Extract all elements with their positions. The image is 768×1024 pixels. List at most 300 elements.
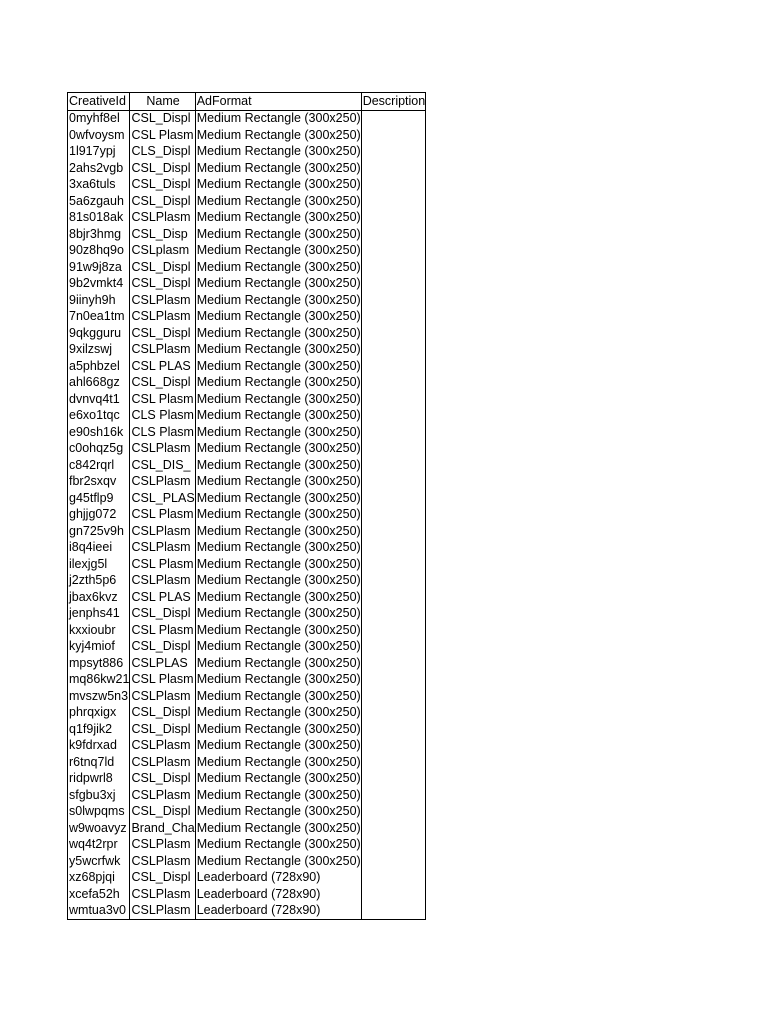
table-row (68, 408, 426, 425)
cell-creative-id-text: xcefa52h (69, 886, 120, 901)
cell-description[interactable] (361, 903, 426, 920)
cell-description[interactable] (361, 441, 426, 458)
table-row (68, 688, 426, 705)
cell-ad-format-text: Medium Rectangle (300x250) (196, 325, 361, 340)
cell-creative-id[interactable] (68, 457, 130, 474)
cell-name[interactable] (130, 655, 195, 672)
cell-creative-id[interactable] (68, 523, 130, 540)
cell-creative-id[interactable] (68, 309, 130, 326)
table-row (68, 309, 426, 326)
cell-creative-id-text: ilexjg5l (69, 556, 108, 571)
cell-name[interactable] (130, 408, 195, 425)
table-row (68, 342, 426, 359)
cell-ad-format[interactable] (195, 193, 361, 210)
cell-creative-id[interactable] (68, 754, 130, 771)
cell-creative-id[interactable] (68, 738, 130, 755)
cell-ad-format-text: Medium Rectangle (300x250) (196, 160, 361, 175)
cell-name[interactable] (130, 540, 195, 557)
cell-name[interactable] (130, 523, 195, 540)
cell-creative-id[interactable] (68, 639, 130, 656)
cell-name-text: CSLPLAS (131, 655, 188, 670)
cell-name[interactable] (130, 787, 195, 804)
cell-description[interactable] (361, 474, 426, 491)
cell-creative-id-text: kxxioubr (69, 622, 116, 637)
cell-description[interactable] (361, 490, 426, 507)
cell-creative-id-text: 9b2vmkt4 (69, 276, 124, 290)
cell-name[interactable] (130, 771, 195, 788)
cell-ad-format[interactable] (195, 309, 361, 326)
cell-name[interactable] (130, 144, 195, 161)
cell-name[interactable] (130, 309, 195, 326)
cell-creative-id[interactable] (68, 870, 130, 887)
table-row (68, 226, 426, 243)
cell-ad-format[interactable] (195, 259, 361, 276)
cell-ad-format[interactable] (195, 210, 361, 227)
table-row (68, 292, 426, 309)
cell-ad-format[interactable] (195, 160, 361, 177)
cell-ad-format[interactable] (195, 226, 361, 243)
cell-creative-id[interactable] (68, 325, 130, 342)
cell-name[interactable] (130, 589, 195, 606)
cell-name-text: CSL_Displ (131, 177, 191, 191)
cell-creative-id-text: 3xa6tuls (69, 177, 116, 191)
cell-name[interactable] (130, 705, 195, 722)
cell-ad-format[interactable] (195, 573, 361, 590)
cell-ad-format[interactable] (195, 688, 361, 705)
cell-ad-format[interactable] (195, 144, 361, 161)
cell-ad-format[interactable] (195, 606, 361, 623)
cell-ad-format[interactable] (195, 705, 361, 722)
cell-name[interactable] (130, 358, 195, 375)
table-row (68, 325, 426, 342)
cell-ad-format[interactable] (195, 903, 361, 920)
cell-description[interactable] (361, 688, 426, 705)
cell-name[interactable] (130, 259, 195, 276)
cell-creative-id-text: k9fdrxad (69, 738, 117, 752)
cell-ad-format-text: Medium Rectangle (300x250) (196, 408, 361, 422)
cell-description[interactable] (361, 589, 426, 606)
cell-name-text: CSL_PLAS (131, 490, 195, 505)
cell-description[interactable] (361, 573, 426, 590)
cell-name-text: CSLPlasm (131, 309, 191, 323)
cell-description[interactable] (361, 110, 426, 127)
cell-name[interactable] (130, 210, 195, 227)
cell-name-text: CSL_Displ (131, 606, 191, 620)
cell-name[interactable] (130, 375, 195, 392)
cell-description[interactable] (361, 325, 426, 342)
cell-creative-id[interactable] (68, 193, 130, 210)
cell-name[interactable] (130, 325, 195, 342)
cell-description[interactable] (361, 226, 426, 243)
cell-ad-format[interactable] (195, 540, 361, 557)
table-row (68, 820, 426, 837)
cell-name[interactable] (130, 573, 195, 590)
cell-name[interactable] (130, 490, 195, 507)
cell-ad-format[interactable] (195, 292, 361, 309)
cell-creative-id[interactable] (68, 424, 130, 441)
cell-name[interactable] (130, 424, 195, 441)
cell-creative-id[interactable] (68, 705, 130, 722)
cell-ad-format[interactable] (195, 441, 361, 458)
cell-ad-format-text: Medium Rectangle (300x250) (196, 556, 361, 571)
cell-ad-format-text: Medium Rectangle (300x250) (196, 738, 361, 752)
cell-creative-id-text: fbr2sxqv (69, 474, 117, 488)
cell-name[interactable] (130, 672, 195, 689)
cell-ad-format[interactable] (195, 804, 361, 821)
table-row (68, 754, 426, 771)
cell-name[interactable] (130, 441, 195, 458)
cell-creative-id-text: 2ahs2vgb (69, 160, 124, 175)
cell-description[interactable] (361, 639, 426, 656)
cell-ad-format[interactable] (195, 655, 361, 672)
cell-name[interactable] (130, 556, 195, 573)
table-row (68, 771, 426, 788)
cell-creative-id[interactable] (68, 358, 130, 375)
cell-ad-format[interactable] (195, 325, 361, 342)
cell-description[interactable] (361, 177, 426, 194)
cell-creative-id[interactable] (68, 292, 130, 309)
header-name[interactable]: Name (130, 93, 195, 111)
cell-creative-id-text: ahl668gz (69, 375, 120, 389)
table-row (68, 573, 426, 590)
cell-creative-id-text: dvnvq4t1 (69, 391, 120, 406)
cell-creative-id[interactable] (68, 276, 130, 293)
cell-name[interactable] (130, 292, 195, 309)
cell-creative-id-text: gn725v9h (69, 523, 124, 538)
cell-creative-id[interactable] (68, 144, 130, 161)
cell-name[interactable] (130, 193, 195, 210)
cell-creative-id-text: wmtua3v0 (69, 903, 126, 917)
cell-description[interactable] (361, 556, 426, 573)
cell-name-text: CSLPlasm (131, 853, 191, 868)
cell-ad-format[interactable] (195, 276, 361, 293)
spreadsheet-table (67, 92, 426, 920)
cell-ad-format[interactable] (195, 507, 361, 524)
header-row (68, 93, 426, 111)
cell-ad-format[interactable] (195, 523, 361, 540)
cell-ad-format-text: Medium Rectangle (300x250) (196, 226, 361, 241)
cell-description[interactable] (361, 292, 426, 309)
cell-creative-id[interactable] (68, 490, 130, 507)
cell-name[interactable] (130, 837, 195, 854)
cell-description[interactable] (361, 606, 426, 623)
cell-name[interactable] (130, 342, 195, 359)
cell-description[interactable] (361, 127, 426, 144)
cell-name-text: CSL_Displ (131, 870, 191, 884)
cell-ad-format[interactable] (195, 639, 361, 656)
cell-description[interactable] (361, 160, 426, 177)
cell-ad-format[interactable] (195, 589, 361, 606)
table-row (68, 870, 426, 887)
cell-name[interactable] (130, 606, 195, 623)
table-row (68, 110, 426, 127)
cell-description[interactable] (361, 342, 426, 359)
table-row (68, 606, 426, 623)
table-row (68, 210, 426, 227)
cell-name-text: CSLPlasm (131, 837, 191, 851)
cell-ad-format[interactable] (195, 672, 361, 689)
cell-creative-id[interactable] (68, 853, 130, 870)
cell-name[interactable] (130, 110, 195, 127)
cell-creative-id-text: w9woavyz (69, 820, 127, 835)
cell-ad-format-text: Medium Rectangle (300x250) (196, 787, 361, 802)
cell-creative-id[interactable] (68, 688, 130, 705)
cell-name-text: CSLPlasm (131, 540, 191, 554)
cell-ad-format-text: Medium Rectangle (300x250) (196, 441, 361, 455)
cell-ad-format-text: Medium Rectangle (300x250) (196, 705, 361, 719)
cell-description[interactable] (361, 144, 426, 161)
cell-description[interactable] (361, 886, 426, 903)
cell-creative-id-text: 5a6zgauh (69, 193, 124, 208)
cell-name[interactable] (130, 457, 195, 474)
cell-description[interactable] (361, 771, 426, 788)
cell-name[interactable] (130, 391, 195, 408)
cell-creative-id[interactable] (68, 886, 130, 903)
table-row (68, 705, 426, 722)
cell-name[interactable] (130, 721, 195, 738)
cell-ad-format-text: Medium Rectangle (300x250) (196, 540, 361, 554)
cell-description[interactable] (361, 705, 426, 722)
cell-ad-format-text: Medium Rectangle (300x250) (196, 424, 361, 439)
cell-ad-format-text: Medium Rectangle (300x250) (196, 259, 361, 274)
cell-description[interactable] (361, 853, 426, 870)
cell-creative-id[interactable] (68, 540, 130, 557)
cell-description[interactable] (361, 804, 426, 821)
cell-creative-id-text: 9iinyh9h (69, 292, 116, 307)
table-row (68, 523, 426, 540)
cell-ad-format[interactable] (195, 556, 361, 573)
cell-name[interactable] (130, 804, 195, 821)
cell-name[interactable] (130, 622, 195, 639)
cell-creative-id[interactable] (68, 110, 130, 127)
table-row (68, 490, 426, 507)
cell-description[interactable] (361, 276, 426, 293)
cell-description[interactable] (361, 622, 426, 639)
cell-creative-id[interactable] (68, 606, 130, 623)
table-row (68, 655, 426, 672)
cell-ad-format[interactable] (195, 457, 361, 474)
table-row (68, 589, 426, 606)
cell-creative-id[interactable] (68, 408, 130, 425)
header-description[interactable]: Description (361, 93, 426, 111)
cell-ad-format[interactable] (195, 474, 361, 491)
cell-creative-id[interactable] (68, 243, 130, 260)
cell-name[interactable] (130, 177, 195, 194)
cell-name[interactable] (130, 820, 195, 837)
cell-name[interactable] (130, 754, 195, 771)
table-row (68, 177, 426, 194)
cell-creative-id[interactable] (68, 507, 130, 524)
cell-description[interactable] (361, 837, 426, 854)
cell-ad-format[interactable] (195, 870, 361, 887)
cell-ad-format-text: Medium Rectangle (300x250) (196, 573, 361, 587)
cell-ad-format[interactable] (195, 787, 361, 804)
cell-name[interactable] (130, 688, 195, 705)
cell-creative-id-text: 91w9j8za (69, 259, 122, 274)
cell-ad-format-text: Medium Rectangle (300x250) (196, 688, 361, 703)
cell-ad-format-text: Medium Rectangle (300x250) (196, 804, 361, 818)
cell-ad-format[interactable] (195, 853, 361, 870)
cell-ad-format[interactable] (195, 243, 361, 260)
cell-name[interactable] (130, 738, 195, 755)
cell-name[interactable] (130, 853, 195, 870)
table-row (68, 259, 426, 276)
cell-creative-id[interactable] (68, 804, 130, 821)
table-row (68, 424, 426, 441)
cell-description[interactable] (361, 259, 426, 276)
cell-creative-id-text: 0myhf8el (69, 111, 120, 125)
cell-ad-format[interactable] (195, 771, 361, 788)
cell-creative-id[interactable] (68, 375, 130, 392)
table-row (68, 639, 426, 656)
cell-creative-id-text: 81s018ak (69, 210, 124, 224)
cell-ad-format[interactable] (195, 622, 361, 639)
cell-name-text: CSL_DIS_ (131, 457, 191, 472)
cell-creative-id[interactable] (68, 837, 130, 854)
cell-creative-id[interactable] (68, 556, 130, 573)
cell-ad-format[interactable] (195, 342, 361, 359)
cell-name[interactable] (130, 160, 195, 177)
cell-creative-id[interactable] (68, 342, 130, 359)
cell-creative-id[interactable] (68, 177, 130, 194)
cell-ad-format-text: Medium Rectangle (300x250) (196, 391, 361, 406)
cell-name[interactable] (130, 903, 195, 920)
cell-name[interactable] (130, 474, 195, 491)
cell-creative-id[interactable] (68, 589, 130, 606)
cell-name-text: CSLPlasm (131, 474, 191, 488)
table-row (68, 507, 426, 524)
cell-creative-id-text: g45tflp9 (69, 490, 114, 505)
cell-creative-id[interactable] (68, 441, 130, 458)
cell-creative-id[interactable] (68, 820, 130, 837)
cell-name-text: CSL Plasm (131, 391, 194, 406)
cell-description[interactable] (361, 391, 426, 408)
cell-description[interactable] (361, 540, 426, 557)
cell-name[interactable] (130, 243, 195, 260)
cell-creative-id[interactable] (68, 655, 130, 672)
cell-ad-format-text: Medium Rectangle (300x250) (196, 193, 361, 208)
cell-creative-id[interactable] (68, 259, 130, 276)
cell-creative-id[interactable] (68, 127, 130, 144)
cell-ad-format[interactable] (195, 837, 361, 854)
cell-ad-format[interactable] (195, 391, 361, 408)
header-creative-id[interactable]: CreativeId (68, 93, 130, 111)
cell-name[interactable] (130, 276, 195, 293)
cell-ad-format[interactable] (195, 754, 361, 771)
cell-creative-id[interactable] (68, 226, 130, 243)
cell-description[interactable] (361, 738, 426, 755)
cell-creative-id[interactable] (68, 474, 130, 491)
cell-name-text: CSL_Displ (131, 111, 191, 125)
cell-creative-id[interactable] (68, 573, 130, 590)
cell-ad-format[interactable] (195, 490, 361, 507)
cell-description[interactable] (361, 721, 426, 738)
table-row (68, 276, 426, 293)
cell-description[interactable] (361, 210, 426, 227)
cell-name[interactable] (130, 127, 195, 144)
cell-name-text: CSLPlasm (131, 342, 191, 356)
cell-creative-id-text: 1l917ypj (69, 144, 116, 158)
cell-ad-format-text: Medium Rectangle (300x250) (196, 820, 361, 835)
table-row (68, 375, 426, 392)
cell-description[interactable] (361, 457, 426, 474)
cell-name-text: CSL_Displ (131, 160, 191, 175)
cell-description[interactable] (361, 408, 426, 425)
cell-name-text: CSL_Displ (131, 771, 191, 785)
cell-name-text: CSLPlasm (131, 787, 191, 802)
cell-ad-format[interactable] (195, 408, 361, 425)
cell-creative-id-text: jenphs41 (69, 606, 120, 620)
cell-ad-format-text: Medium Rectangle (300x250) (196, 837, 361, 851)
cell-creative-id[interactable] (68, 672, 130, 689)
cell-name-text: CSL Plasm (131, 507, 194, 521)
cell-description[interactable] (361, 193, 426, 210)
cell-name[interactable] (130, 870, 195, 887)
cell-ad-format-text: Medium Rectangle (300x250) (196, 210, 361, 224)
cell-name[interactable] (130, 226, 195, 243)
cell-description[interactable] (361, 820, 426, 837)
cell-ad-format[interactable] (195, 177, 361, 194)
cell-ad-format-text: Medium Rectangle (300x250) (196, 771, 361, 785)
cell-creative-id[interactable] (68, 787, 130, 804)
cell-ad-format[interactable] (195, 738, 361, 755)
cell-ad-format-text: Medium Rectangle (300x250) (196, 622, 361, 637)
header-ad-format[interactable]: AdFormat (195, 93, 361, 111)
cell-creative-id[interactable] (68, 210, 130, 227)
cell-description[interactable] (361, 424, 426, 441)
cell-description[interactable] (361, 655, 426, 672)
cell-description[interactable] (361, 358, 426, 375)
cell-creative-id-text: 90z8hq9o (69, 243, 124, 257)
cell-ad-format-text: Medium Rectangle (300x250) (196, 457, 361, 472)
cell-ad-format[interactable] (195, 110, 361, 127)
cell-name-text: CSLplasm (131, 243, 190, 257)
cell-creative-id[interactable] (68, 391, 130, 408)
cell-name[interactable] (130, 886, 195, 903)
cell-name-text: CSL Plasm (131, 127, 194, 142)
cell-description[interactable] (361, 754, 426, 771)
cell-description[interactable] (361, 309, 426, 326)
table-row (68, 243, 426, 260)
cell-creative-id[interactable] (68, 622, 130, 639)
cell-name[interactable] (130, 639, 195, 656)
cell-name-text: CSL_Displ (131, 721, 191, 736)
cell-description[interactable] (361, 870, 426, 887)
cell-creative-id[interactable] (68, 771, 130, 788)
cell-ad-format[interactable] (195, 886, 361, 903)
cell-description[interactable] (361, 523, 426, 540)
cell-ad-format-text: Medium Rectangle (300x250) (196, 490, 361, 505)
cell-description[interactable] (361, 507, 426, 524)
cell-creative-id[interactable] (68, 903, 130, 920)
cell-description[interactable] (361, 672, 426, 689)
cell-ad-format-text: Medium Rectangle (300x250) (196, 177, 361, 191)
cell-name[interactable] (130, 507, 195, 524)
cell-ad-format-text: Leaderboard (728x90) (196, 903, 321, 917)
cell-description[interactable] (361, 787, 426, 804)
cell-description[interactable] (361, 375, 426, 392)
cell-creative-id[interactable] (68, 721, 130, 738)
cell-ad-format[interactable] (195, 127, 361, 144)
cell-creative-id[interactable] (68, 160, 130, 177)
cell-ad-format[interactable] (195, 424, 361, 441)
cell-ad-format[interactable] (195, 375, 361, 392)
cell-description[interactable] (361, 243, 426, 260)
cell-ad-format[interactable] (195, 721, 361, 738)
cell-ad-format[interactable] (195, 820, 361, 837)
cell-ad-format[interactable] (195, 358, 361, 375)
cell-creative-id-text: i8q4ieei (69, 540, 113, 554)
